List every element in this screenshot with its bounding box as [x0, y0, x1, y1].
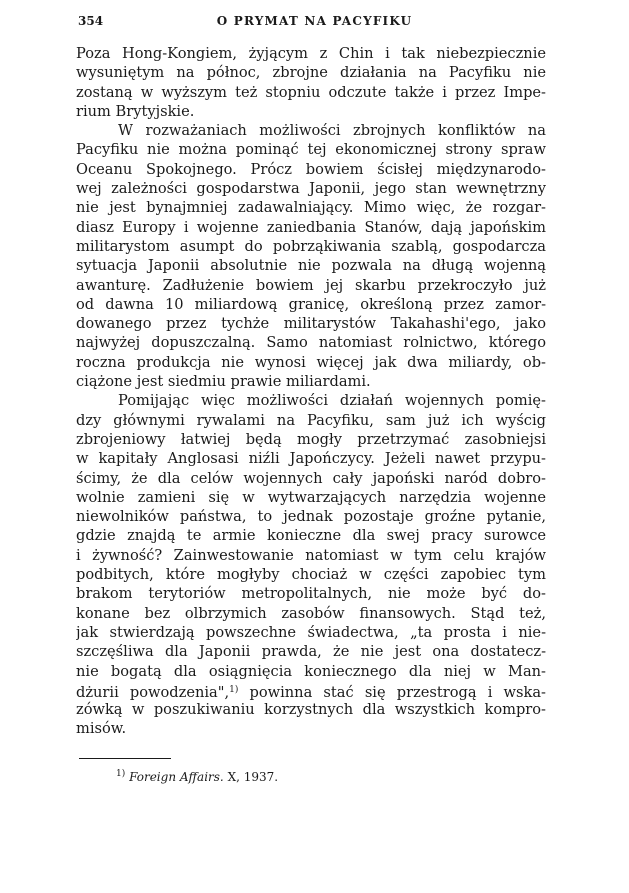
text-line: ścimy, że dla celów wojennych cały japoński naród dobro-: [76, 469, 546, 487]
text-line: militarystom asumpt do pobrząkiwania szablą, gospodarcza: [76, 237, 546, 255]
text-line: ciążone jest siedmiu prawie miliardami.: [76, 373, 371, 391]
text-line: W rozważaniach możliwości zbrojnych konfliktów na: [118, 122, 546, 140]
text-line: brakom terytoriów metropolitalnych, nie może być do-: [76, 585, 546, 603]
text-line: jak stwierdzają powszechne świadectwa, „ta prosta i nie-: [76, 623, 546, 641]
line-text-tail: powinna stać się przestrogą i wska-: [238, 683, 546, 701]
body-text: [76, 44, 546, 739]
footnote-citation: X, 1937.: [223, 770, 279, 784]
footnote-divider: [79, 758, 171, 759]
text-line: gdzie znajdą te armie konieczne dla swej pracy surowce: [76, 527, 546, 545]
text-line: dzy głównymi rywalami na Pacyfiku, sam już ich wyścig: [76, 411, 546, 429]
text-line: najwyżej dopuszczalną. Samo natomiast rolnictwo, którego: [76, 334, 546, 352]
text-line: wej zależności gospodarstwa Japonii, jego stan wewnętrzny: [76, 180, 546, 198]
text-line: rium Brytyjskie.: [76, 102, 195, 120]
text-line: diasz Europy i wojenne zaniedbania Stanów, dają japońskim: [76, 218, 546, 236]
text-line: wolnie zamieni się w wytwarzających narzędzia wojenne: [76, 488, 546, 506]
text-line: wysuniętym na północ, zbrojne działania na Pacyfiku nie: [76, 64, 546, 82]
text-line: nie jest bynajmniej zadawalniający. Mimo więc, że rozgar-: [76, 199, 546, 217]
text-line: zbrojeniowy łatwiej będą mogły przetrzymać zasobniejsi: [76, 430, 546, 448]
page-header: [0, 14, 629, 34]
text-line: w kapitały Anglosasi niźli Japończycy. Jeżeli nawet przypu-: [76, 450, 546, 468]
footnote-reference[interactable]: 1): [229, 684, 239, 695]
text-line: Poza Hong-Kongiem, żyjącym z Chin i tak niebezpiecznie: [76, 45, 546, 62]
line-text: dżurii powodzenia",: [76, 683, 230, 701]
text-line: roczna produkcja nie wynosi więcej jak dwa miliardy, ob-: [76, 353, 546, 371]
text-line: misów.: [76, 720, 127, 738]
text-line: Pacyfiku nie można pominąć tej ekonomicznej strony spraw: [76, 141, 546, 159]
text-line: dowanego przez tychże militarystów Takahashi'ego, jako: [76, 315, 546, 333]
text-line: nie bogatą dla osiągnięcia koniecznego dla niej w Man-: [76, 662, 546, 680]
text-line: i żywność? Zainwestowanie natomiast w tym celu krajów: [76, 546, 546, 564]
text-line: zówką w poszukiwaniu korzystnych dla wszystkich kompro-: [76, 701, 546, 719]
footnote-journal: Foreign Affairs.: [129, 770, 224, 784]
running-title: O PRYMAT NA PACYFIKU: [216, 14, 413, 28]
text-line: sytuacja Japonii absolutnie nie pozwala na długą wojenną: [76, 257, 546, 275]
text-line: zostaną w wyższym też stopniu odczute także i przez Impe-: [76, 83, 546, 101]
text-line: Pomijając więc możliwości działań wojennych pomię-: [118, 392, 546, 410]
footnote: [116, 766, 278, 785]
text-line: szczęśliwa dla Japonii prawda, że nie jest ona dostatecz-: [76, 643, 546, 661]
text-line: od dawna 10 miliardową granicę, określoną przez zamor-: [76, 295, 546, 313]
text-line: awanturę. Zadłużenie bowiem jej skarbu przekroczyło już: [76, 276, 546, 294]
text-line: konane bez olbrzymich zasobów finansowych. Stąd też,: [76, 604, 546, 622]
text-line: podbitych, które mogłyby chociaż w części zapobiec tym: [76, 566, 546, 584]
footnote-mark: 1): [116, 769, 126, 779]
page-number: 354: [78, 14, 104, 28]
text-line: Oceanu Spokojnego. Prócz bowiem ścisłej międzynarodo-: [76, 160, 546, 178]
text-line: niewolników państwa, to jednak pozostaje groźne pytanie,: [76, 508, 546, 526]
text-line-with-footnote-ref: [76, 681, 546, 700]
